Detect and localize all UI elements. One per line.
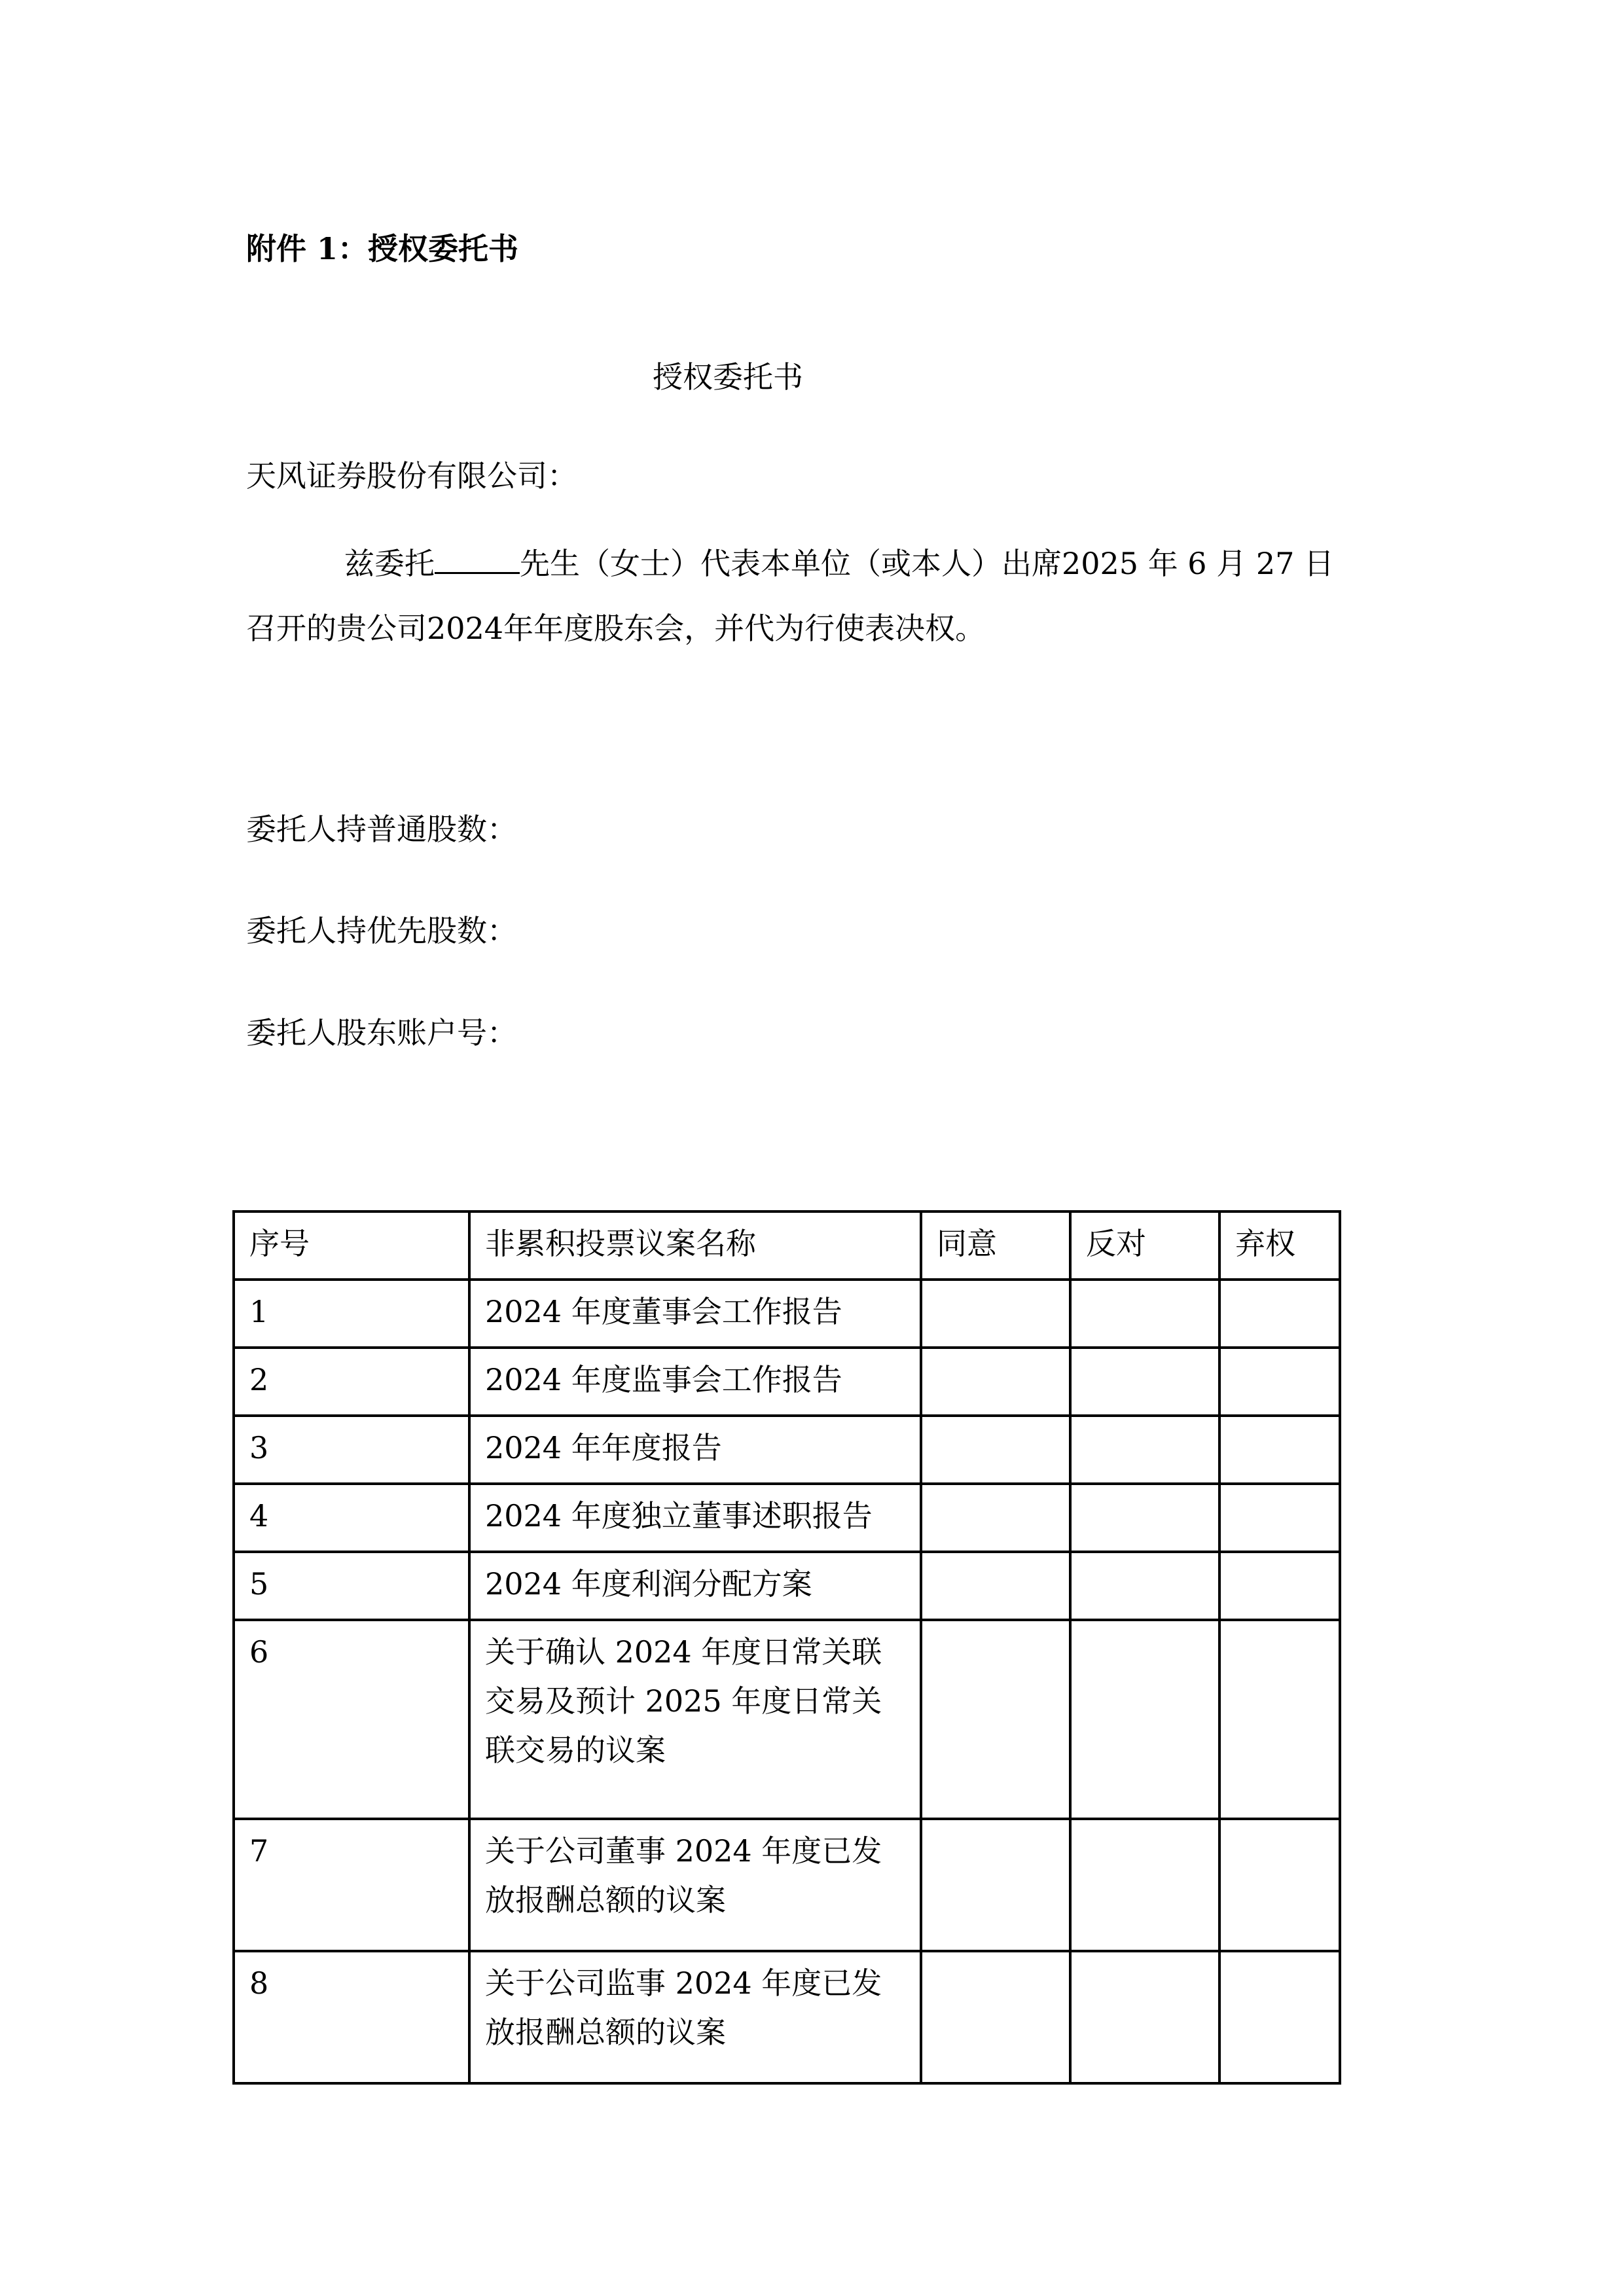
row-number: 6 (234, 1620, 469, 1819)
proxy-name-blank[interactable] (435, 543, 520, 574)
oppose-cell[interactable] (1070, 1484, 1219, 1552)
proposal-name: 2024 年度监事会工作报告 (469, 1348, 921, 1416)
agree-cell[interactable] (921, 1552, 1070, 1620)
row-number: 3 (234, 1416, 469, 1484)
abstain-cell[interactable] (1219, 1484, 1340, 1552)
table-row (234, 1552, 1340, 1620)
header-proposal-name: 非累积投票议案名称 (469, 1211, 921, 1280)
table-row (234, 1416, 1340, 1484)
account-number-field: 委托人股东账户号： (246, 1015, 517, 1050)
header-agree: 同意 (921, 1211, 1070, 1280)
row-number: 5 (234, 1552, 469, 1620)
document-title: 授权委托书 (653, 359, 803, 395)
attachment-heading: 附件 1：授权委托书 (246, 231, 519, 266)
body-prefix: 兹委托 (344, 546, 435, 581)
body-paragraph-line-1 (344, 543, 1334, 583)
row-number: 2 (234, 1348, 469, 1416)
abstain-cell[interactable] (1219, 1951, 1340, 2083)
preferred-shares-field: 委托人持优先股数： (246, 913, 517, 948)
proposal-name: 2024 年度独立董事述职报告 (469, 1484, 921, 1552)
table-row (234, 1484, 1340, 1552)
proposal-name: 2024 年度利润分配方案 (469, 1552, 921, 1620)
row-number: 1 (234, 1280, 469, 1348)
voting-table (232, 1210, 1341, 2085)
oppose-cell[interactable] (1070, 1552, 1219, 1620)
oppose-cell[interactable] (1070, 1819, 1219, 1951)
proposal-name: 2024 年年度报告 (469, 1416, 921, 1484)
table-row (234, 1620, 1340, 1819)
abstain-cell[interactable] (1219, 1348, 1340, 1416)
row-number: 7 (234, 1819, 469, 1951)
abstain-cell[interactable] (1219, 1552, 1340, 1620)
abstain-cell[interactable] (1219, 1620, 1340, 1819)
oppose-cell[interactable] (1070, 1348, 1219, 1416)
oppose-cell[interactable] (1070, 1620, 1219, 1819)
table-row (234, 1348, 1340, 1416)
agree-cell[interactable] (921, 1951, 1070, 2083)
abstain-cell[interactable] (1219, 1280, 1340, 1348)
oppose-cell[interactable] (1070, 1416, 1219, 1484)
agree-cell[interactable] (921, 1280, 1070, 1348)
row-number: 4 (234, 1484, 469, 1552)
oppose-cell[interactable] (1070, 1280, 1219, 1348)
proposal-name: 关于公司监事 2024 年度已发放报酬总额的议案 (469, 1951, 921, 2083)
agree-cell[interactable] (921, 1348, 1070, 1416)
proposal-name: 关于确认 2024 年度日常关联交易及预计 2025 年度日常关联交易的议案 (469, 1620, 921, 1819)
table-header-row (234, 1211, 1340, 1280)
oppose-cell[interactable] (1070, 1951, 1219, 2083)
common-shares-field: 委托人持普通股数： (246, 812, 517, 847)
agree-cell[interactable] (921, 1620, 1070, 1819)
row-number: 8 (234, 1951, 469, 2083)
header-abstain: 弃权 (1219, 1211, 1340, 1280)
abstain-cell[interactable] (1219, 1819, 1340, 1951)
agree-cell[interactable] (921, 1416, 1070, 1484)
addressee: 天风证券股份有限公司： (246, 458, 577, 493)
body-middle: 先生（女士）代表本单位（或本人）出席2025 年 6 月 27 日 (520, 546, 1334, 581)
proposal-name: 2024 年度董事会工作报告 (469, 1280, 921, 1348)
header-oppose: 反对 (1070, 1211, 1219, 1280)
table-row (234, 1280, 1340, 1348)
abstain-cell[interactable] (1219, 1416, 1340, 1484)
proposal-name: 关于公司董事 2024 年度已发放报酬总额的议案 (469, 1819, 921, 1951)
agree-cell[interactable] (921, 1819, 1070, 1951)
table-row (234, 1951, 1340, 2083)
header-number: 序号 (234, 1211, 469, 1280)
table-row (234, 1819, 1340, 1951)
agree-cell[interactable] (921, 1484, 1070, 1552)
body-paragraph-line-2: 召开的贵公司2024年年度股东会，并代为行使表决权。 (246, 611, 986, 646)
